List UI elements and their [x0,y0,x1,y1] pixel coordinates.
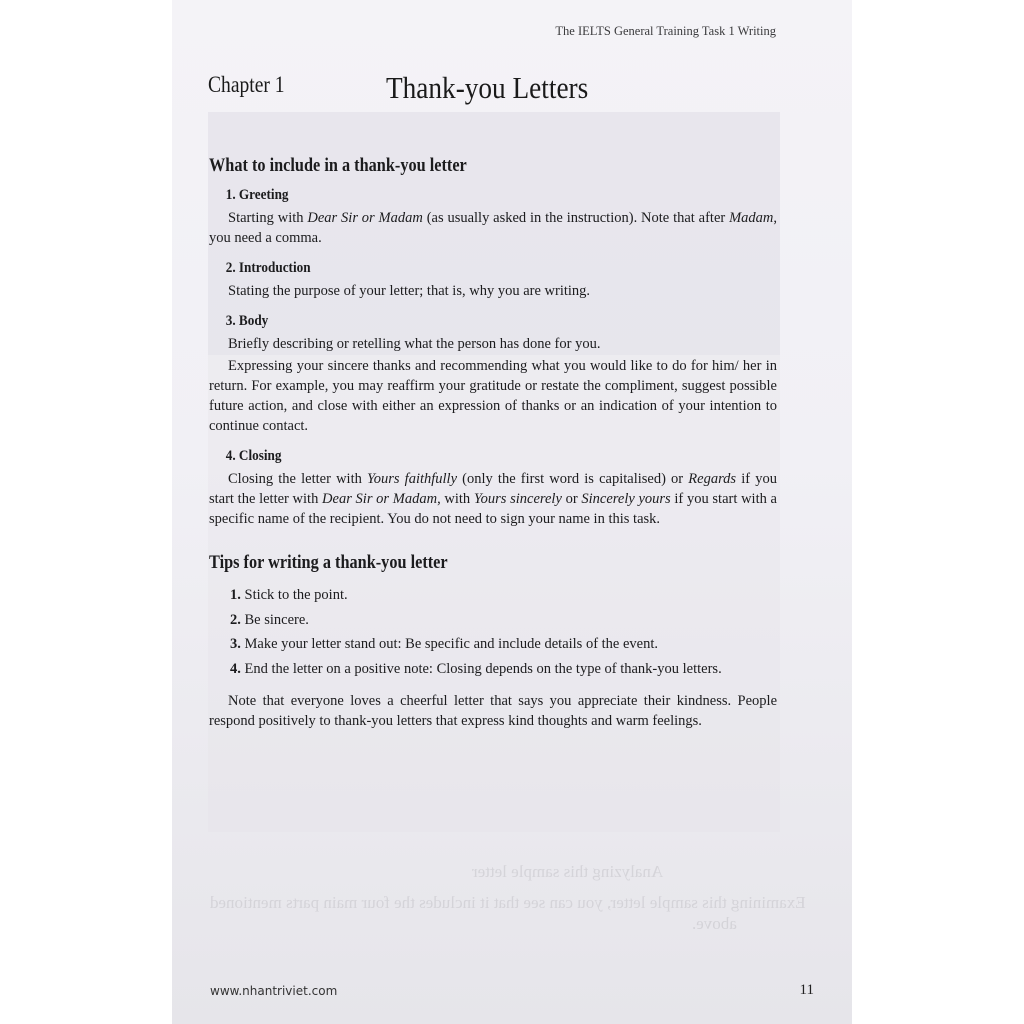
subsection-paragraph: Starting with Dear Sir or Madam (as usually asked in the instruction). Note that after Madam, you need a comma. [209,210,777,246]
subsection-title: 3. Body [225,313,269,329]
page-number: 11 [799,982,814,998]
tip-item: 2. Be sincere. [230,611,309,628]
tip-item: 4. End the letter on a positive note: Closing depends on the type of thank-you letters. [230,660,722,677]
page-content [209,152,777,731]
subsection-title: 2. Introduction [225,260,311,276]
subsection-paragraph: Briefly describing or retelling what the person has done for you. [228,336,601,352]
bleed-through-line: above. [692,914,737,933]
tip-number: 2. [230,611,241,628]
bleed-through-line: Examining this sample letter, you can see that it includes the four main parts mentioned [210,893,806,912]
subsection-paragraph: Stating the purpose of your letter; that is, why you are writing. [228,283,591,299]
running-head: The IELTS General Training Task 1 Writing [555,24,776,38]
tip-number: 1. [230,587,241,603]
subsection-paragraph: Expressing your sincere thanks and recommending what you would like to do for him/ her in return. For example, you may reaffirm your gratitude or restate the compliment, suggest possible future action, and close with either an expression of thanks or an indication of your intention to continue contact. [209,358,777,434]
bleed-through-heading: Analyzing this sample letter [472,862,664,881]
chapter-title: Thank-you Letters [386,70,589,105]
footer-url: www.nhantriviet.com [210,984,338,998]
include-items [209,184,777,529]
section-heading-tips: Tips for writing a thank-you letter [209,553,448,573]
tips-list [209,583,777,681]
tip-item: 1. Stick to the point. [230,587,348,603]
tip-number: 4. [230,660,241,677]
subsection-title: 1. Greeting [225,187,289,203]
tip-item: 3. Make your letter stand out: Be specific and include details of the event. [230,636,659,652]
section-heading-what-to-include: What to include in a thank-you letter [209,156,467,176]
tip-number: 3. [230,636,241,652]
book-page [172,0,852,1024]
chapter-label: Chapter 1 [208,72,285,97]
subsection-paragraph: Closing the letter with Yours faithfully (only the first word is capitalised) or Regards if you start the letter with Dear Sir or Madam, with Yours sincerely or Sincerely yours if you start with a specific name of the recipient. You do not need to sign your name in this task. [209,471,777,527]
closing-note: Note that everyone loves a cheerful letter that says you appreciate their kindness. People respond positively to thank-you letters that express kind thoughts and warm feelings. [209,693,777,729]
subsection-title: 4. Closing [225,448,282,464]
